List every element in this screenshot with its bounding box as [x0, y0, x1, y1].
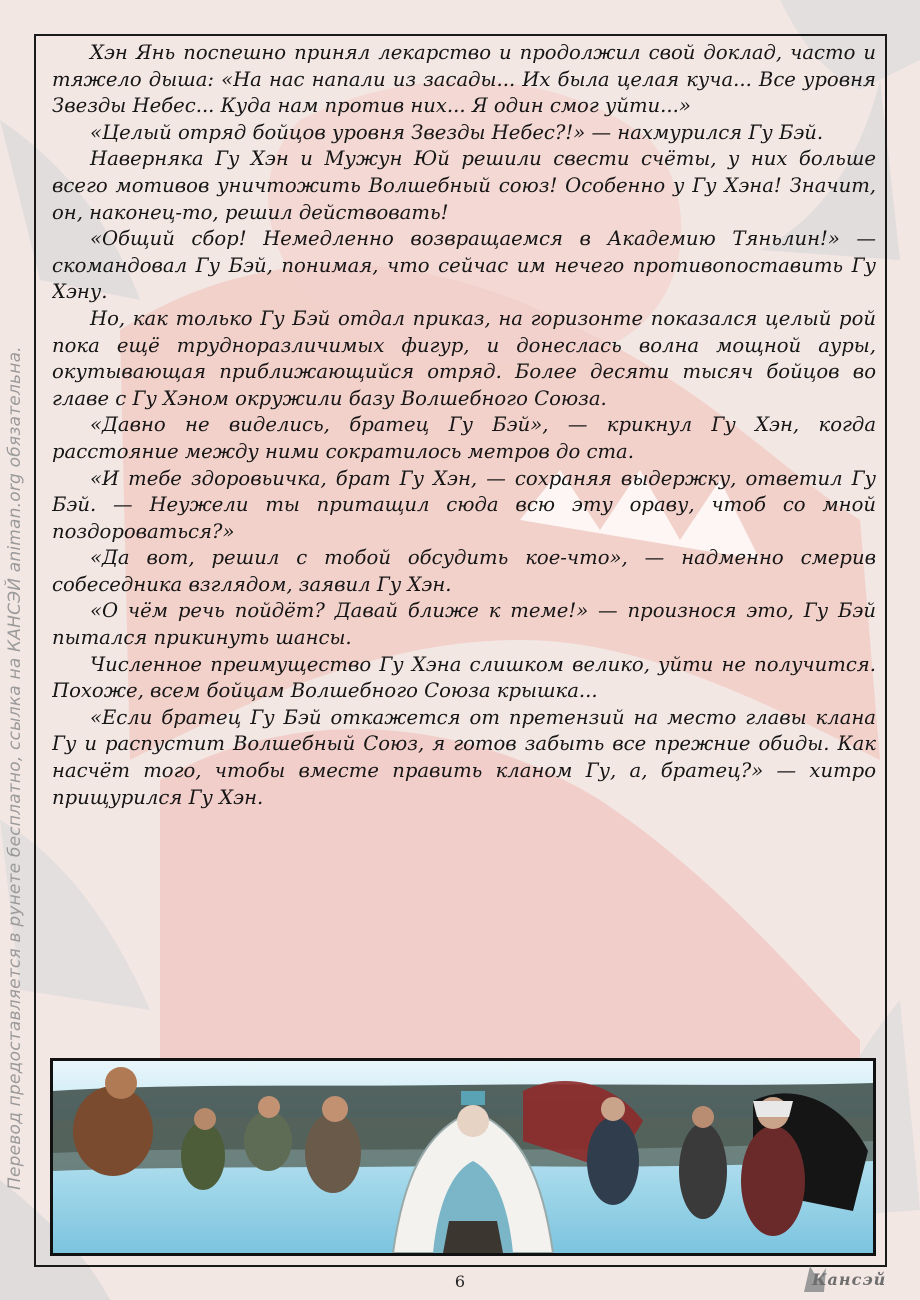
- page-number: 6: [454, 1272, 466, 1291]
- paragraph: Хэн Янь поспешно принял лекарство и продолжил свой доклад, часто и тяжело дыша: «На нас напали из засады... Их была целая куча... Все уровня Звезды Небес... Куда нам против них... Я один смог уйти...»: [52, 41, 876, 118]
- paragraph: Численное преимущество Гу Хэна слишком велико, уйти не получится. Похоже, всем бойцам Волшебного Союза крышка...: [52, 652, 876, 703]
- paragraph: «Да вот, решил с тобой обсудить кое-что», — надменно смерив собеседника взглядом, заявил Гу Хэн.: [52, 546, 876, 596]
- paragraph: Наверняка Гу Хэн и Мужун Юй решили свести счёты, у них больше всего мотивов уничтожить Волшебный союз! Особенно у Гу Хэна! Значит, он, наконец-то, решил действовать!: [52, 147, 876, 224]
- logo-text: Кансэй: [812, 1270, 887, 1289]
- story-text: [52, 40, 876, 1055]
- paragraph: «Если братец Гу Бэй откажется от претензий на место главы клана Гу и распустит Волшебный Союз, я готов забыть все прежние обиды. Как насчёт того, чтобы вместе править кланом Гу, а, братец?» — хитро прищурился Гу Хэн.: [52, 705, 876, 809]
- comic-panel-army: [50, 1058, 876, 1256]
- paragraph: «Целый отряд бойцов уровня Звезды Небес?!» — нахмурился Гу Бэй.: [90, 120, 824, 144]
- army-illustration: [53, 1061, 873, 1253]
- paragraph: «Давно не виделись, братец Гу Бэй», — крикнул Гу Хэн, когда расстояние между ними сократилось метров до ста.: [52, 413, 876, 463]
- paragraph: Но, как только Гу Бэй отдал приказ, на горизонте показался целый рой пока ещё трудноразличимых фигур, и донеслась волна мощной ауры, окутывающая приближающийся отряд. Более десяти тысяч бойцов во главе с Гу Хэном окружили базу Волшебного Союза.: [52, 306, 876, 410]
- paragraph: «О чём речь пойдёт? Давай ближе к теме!» — произнося это, Гу Бэй пытался прикинуть шансы.: [52, 599, 876, 650]
- translation-credit-note: Перевод предоставляется в рунете бесплатно, ссылка на КАНСЭЙ animan.org обязательна.: [5, 346, 25, 1190]
- paragraph: «И тебе здоровьичка, брат Гу Хэн, — сохраняя выдержку, ответил Гу Бэй. — Неужели ты притащил сюда всю эту ораву, чтоб со мной поздороваться?»: [52, 466, 876, 543]
- paragraph: «Общий сбор! Немедленно возвращаемся в Академию Тяньлин!» — скомандовал Гу Бэй, понимая, что сейчас им нечего противопоставить Гу Хэну.: [52, 227, 876, 304]
